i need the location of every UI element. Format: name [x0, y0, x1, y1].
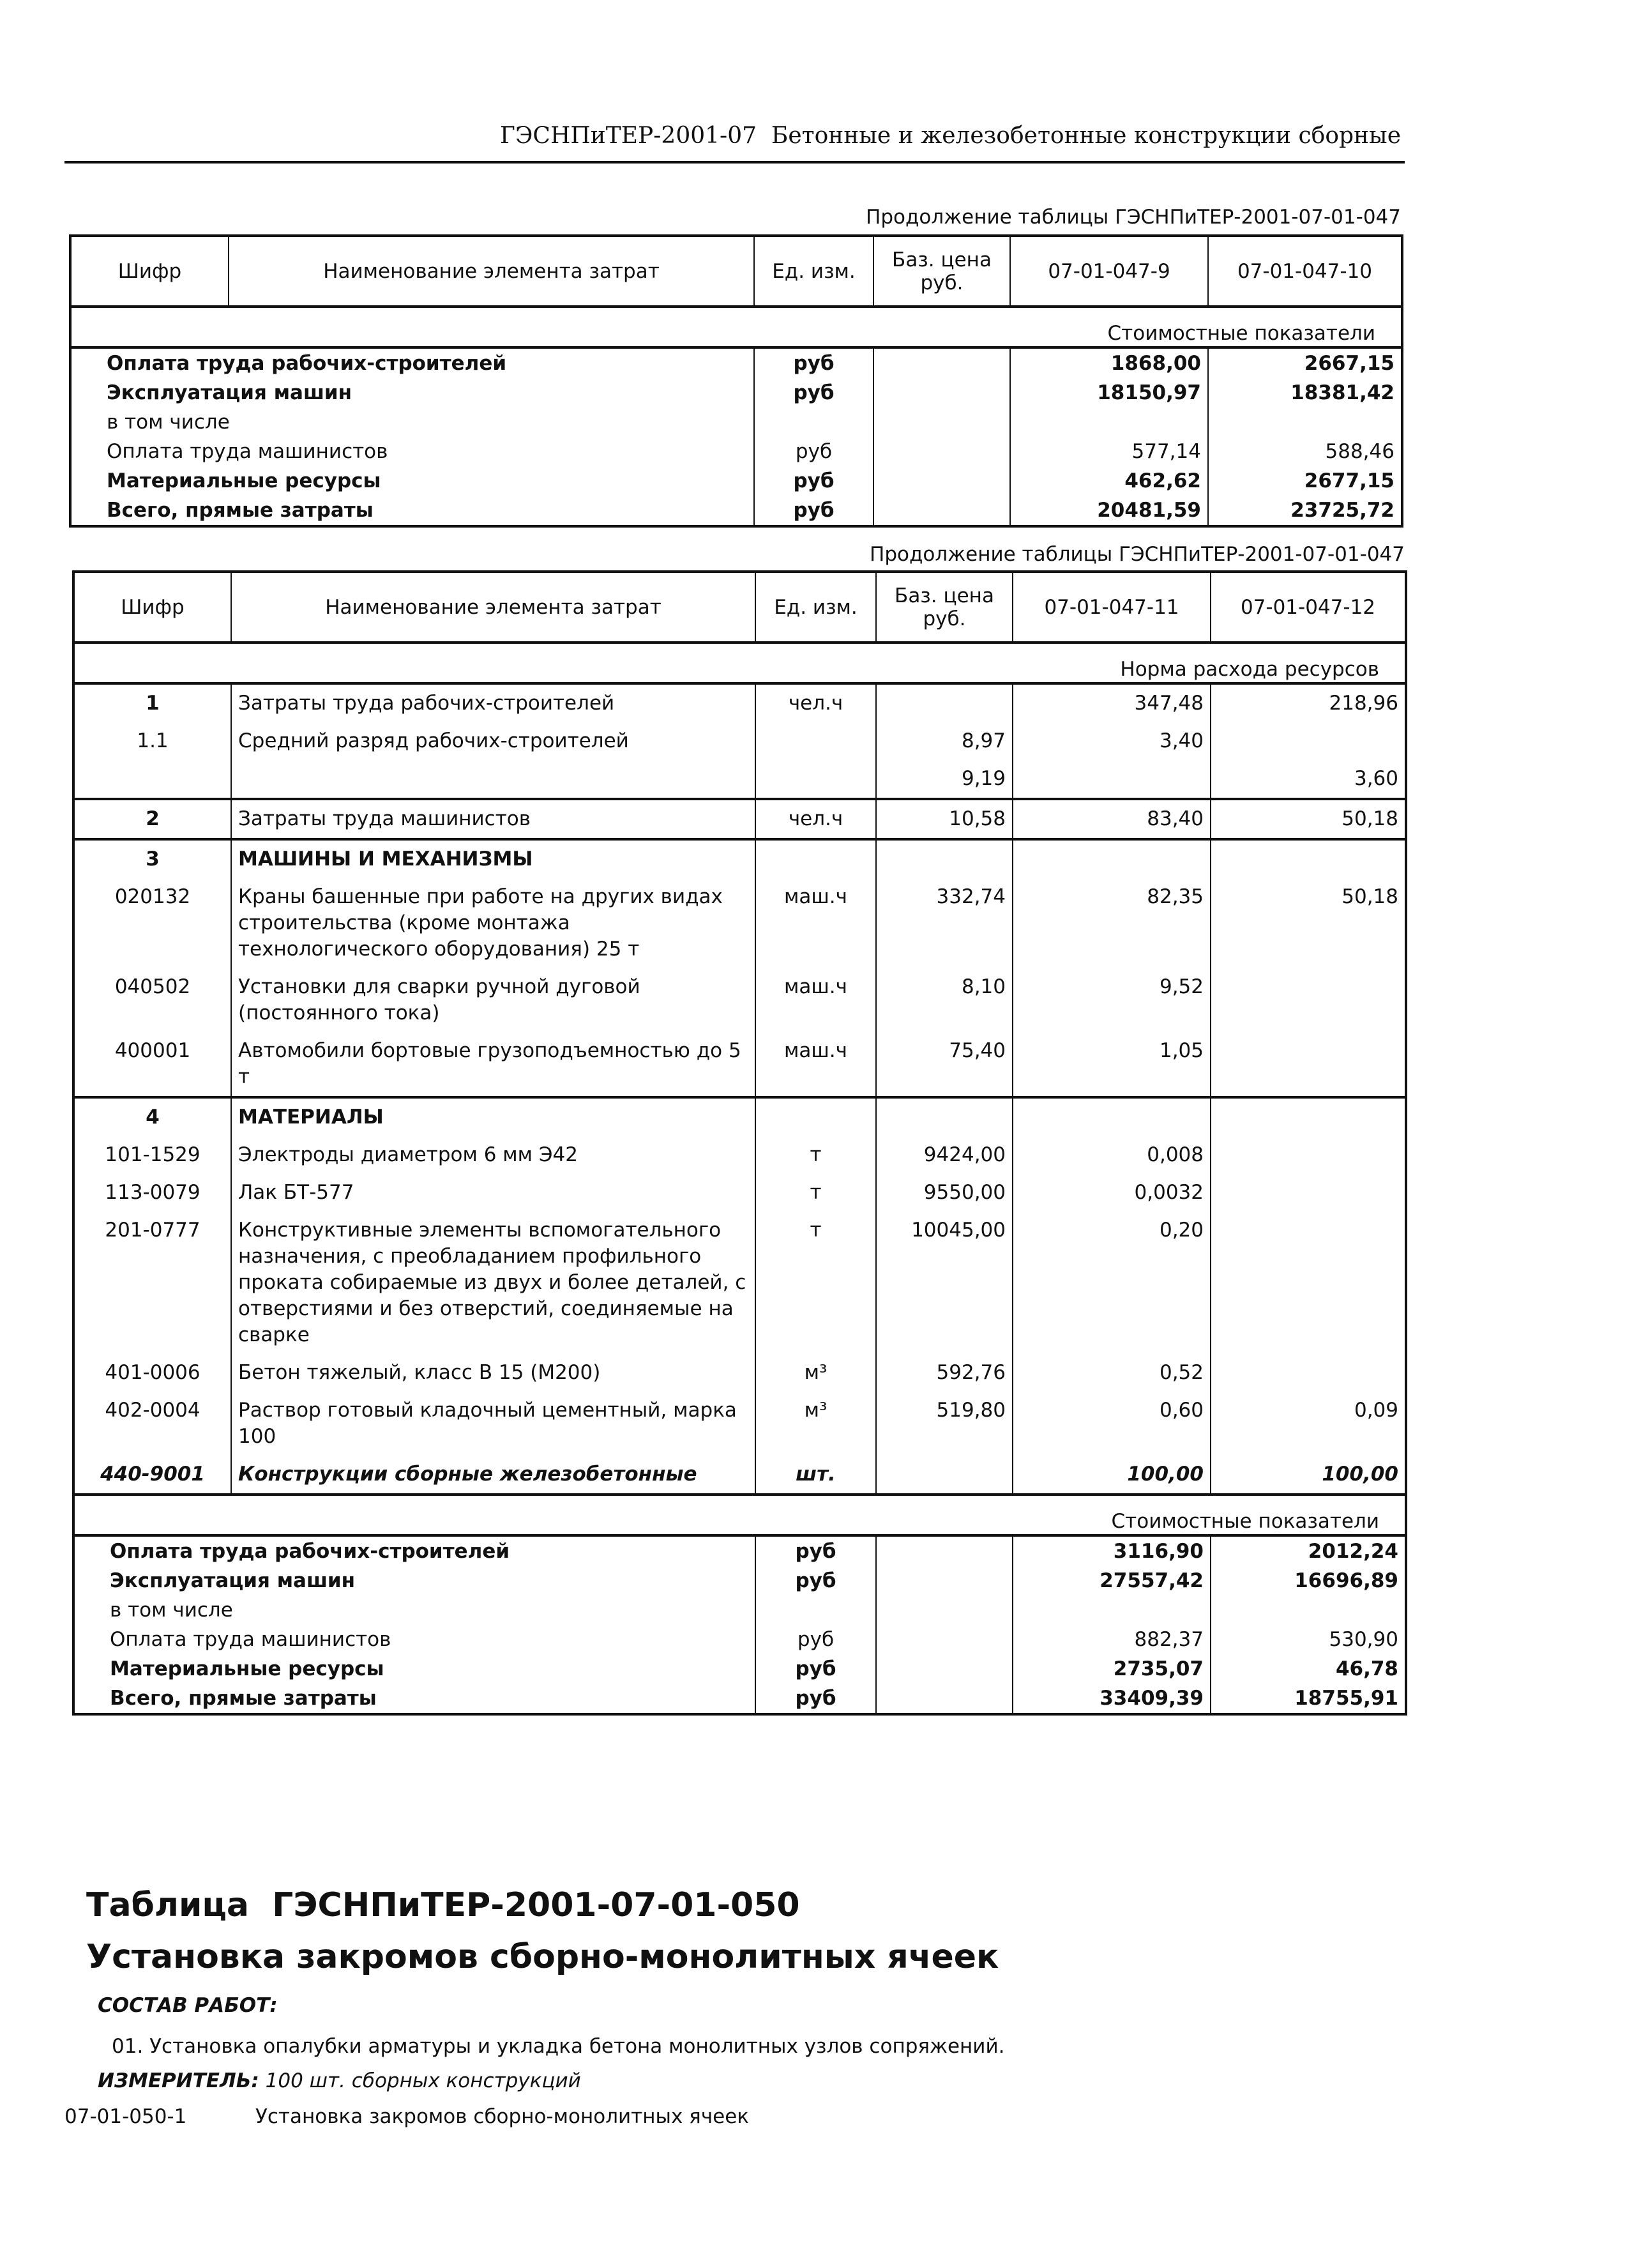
cost-value-1: 27557,42 — [1013, 1566, 1211, 1595]
meter-label: ИЗМЕРИТЕЛЬ: — [98, 2069, 259, 2092]
page-header: ГЭСНПиТЕР-2001-07 Бетонные и железобетонные конструкции сборные — [500, 123, 1401, 149]
work-composition-label: СОСТАВ РАБОТ: — [98, 1994, 278, 2017]
resource-name: Автомобили бортовые грузоподъемностью до 5 т — [231, 1032, 755, 1097]
cost-label: Оплата труда машинистов — [73, 1625, 755, 1654]
header-row — [73, 572, 1406, 643]
norm-value-1: 0,20 — [1013, 1212, 1211, 1354]
header-divider — [64, 161, 1405, 164]
cost-value-1: 2735,07 — [1013, 1654, 1211, 1684]
cost-value-2: 18755,91 — [1211, 1684, 1406, 1714]
norm-section-row — [73, 643, 1406, 683]
base-price: 9424,00 — [876, 1136, 1013, 1174]
cost-row — [73, 1566, 1406, 1595]
col-norm-1-header: 07-01-047-9 — [1010, 236, 1208, 307]
cost-unit: руб — [755, 1684, 876, 1714]
cost-row — [73, 1625, 1406, 1654]
norm-value-1: 83,40 — [1013, 799, 1211, 839]
resource-code: 2 — [73, 799, 231, 839]
cost-row — [70, 437, 1402, 466]
norm-value-2 — [1211, 1097, 1406, 1136]
base-price: 332,74 — [876, 878, 1013, 968]
col-unit-header: Ед. изм. — [755, 572, 876, 643]
resource-unit: м³ — [755, 1354, 876, 1392]
resource-unit: маш.ч — [755, 968, 876, 1032]
empty-price-cell — [876, 1566, 1013, 1595]
cost-unit: руб — [755, 1566, 876, 1595]
cost-row — [70, 347, 1402, 378]
work-item: 01. Установка опалубки арматуры и укладка бетона монолитных узлов сопряжений. — [112, 2035, 1005, 2058]
resource-name: Лак БТ-577 — [231, 1174, 755, 1212]
cost-table-1 — [69, 234, 1403, 528]
base-price — [876, 1097, 1013, 1136]
resource-name: Электроды диаметром 6 мм Э42 — [231, 1136, 755, 1174]
cost-value-2: 2667,15 — [1208, 347, 1402, 378]
base-price: 519,80 — [876, 1392, 1013, 1456]
resource-name: Раствор готовый кладочный цементный, марка 100 — [231, 1392, 755, 1456]
table-row — [73, 839, 1406, 878]
empty-price-cell — [873, 378, 1010, 407]
resource-code: 4 — [73, 1097, 231, 1136]
resource-name: Конструктивные элементы вспомогательного назначения, с преобладанием профильного проката собираемые из двух и более деталей, с отверстиями и без отверстий, соединяемые на сварке — [231, 1212, 755, 1354]
norm-value-2 — [1211, 1212, 1406, 1354]
table-row — [73, 1174, 1406, 1212]
norm-value-1: 0,52 — [1013, 1354, 1211, 1392]
table-row — [73, 1212, 1406, 1354]
col-norm-1-header: 07-01-047-11 — [1013, 572, 1211, 643]
empty-price-cell — [873, 496, 1010, 526]
empty-price-cell — [873, 347, 1010, 378]
resource-code: 040502 — [73, 968, 231, 1032]
base-price: 9550,00 — [876, 1174, 1013, 1212]
cost-value-1: 18150,97 — [1010, 378, 1208, 407]
resource-code: 3 — [73, 839, 231, 878]
cost-section-row — [73, 1495, 1406, 1535]
resource-code: 402-0004 — [73, 1392, 231, 1456]
cost-label: Эксплуатация машин — [73, 1566, 755, 1595]
table-row — [73, 1032, 1406, 1097]
cost-row — [70, 466, 1402, 496]
cost-value-2 — [1211, 1595, 1406, 1625]
norm-value-2: 218,96 — [1211, 683, 1406, 722]
cost-label: в том числе — [73, 1595, 755, 1625]
cost-row — [73, 1684, 1406, 1714]
cost-unit: руб — [754, 347, 873, 378]
base-price: 8,97 — [876, 722, 1013, 760]
table-row — [73, 1354, 1406, 1392]
resource-name: Конструкции сборные железобетонные — [231, 1456, 755, 1495]
cost-value-1: 3116,90 — [1013, 1535, 1211, 1566]
cost-value-1: 882,37 — [1013, 1625, 1211, 1654]
table-row — [73, 683, 1406, 722]
table-row — [73, 760, 1406, 799]
table-row — [73, 1392, 1406, 1456]
base-price — [876, 839, 1013, 878]
col-norm-2-header: 07-01-047-12 — [1211, 572, 1406, 643]
table-row — [73, 1097, 1406, 1136]
norm-value-1: 1,05 — [1013, 1032, 1211, 1097]
norm-value-1: 82,35 — [1013, 878, 1211, 968]
empty-price-cell — [873, 466, 1010, 496]
resource-unit: чел.ч — [755, 799, 876, 839]
norm-value-2: 50,18 — [1211, 878, 1406, 968]
header-row — [70, 236, 1402, 307]
resource-name: Затраты труда рабочих-строителей — [231, 683, 755, 722]
norm-value-2: 3,60 — [1211, 760, 1406, 799]
norm-value-1 — [1013, 760, 1211, 799]
resource-code: 1 — [73, 683, 231, 722]
col-base-price-header: Баз. цена руб. — [876, 572, 1013, 643]
base-price: 10045,00 — [876, 1212, 1013, 1354]
norm-value-2: 0,09 — [1211, 1392, 1406, 1456]
cost-value-2: 2677,15 — [1208, 466, 1402, 496]
norm-value-1 — [1013, 1097, 1211, 1136]
table-2-caption: Продолжение таблицы ГЭСНПиТЕР-2001-07-01-047 — [870, 543, 1405, 566]
base-price: 592,76 — [876, 1354, 1013, 1392]
resource-code: 440-9001 — [73, 1456, 231, 1495]
norm-value-2 — [1211, 1174, 1406, 1212]
resource-unit: шт. — [755, 1456, 876, 1495]
norm-value-2: 50,18 — [1211, 799, 1406, 839]
cost-section-row — [70, 307, 1402, 347]
cost-label: Эксплуатация машин — [70, 378, 754, 407]
cost-value-1: 577,14 — [1010, 437, 1208, 466]
table-row — [73, 722, 1406, 760]
empty-price-cell — [876, 1625, 1013, 1654]
cost-section-title: Стоимостные показатели — [70, 307, 1402, 347]
resource-unit: т — [755, 1212, 876, 1354]
resource-unit: чел.ч — [755, 683, 876, 722]
resource-unit: маш.ч — [755, 1032, 876, 1097]
base-price — [876, 1456, 1013, 1495]
empty-price-cell — [876, 1595, 1013, 1625]
resource-unit — [755, 839, 876, 878]
cost-label: Оплата труда машинистов — [70, 437, 754, 466]
norm-value-1: 100,00 — [1013, 1456, 1211, 1495]
cost-row — [70, 407, 1402, 437]
table-1-caption: Продолжение таблицы ГЭСНПиТЕР-2001-07-01-047 — [866, 206, 1401, 229]
norm-value-1: 0,60 — [1013, 1392, 1211, 1456]
norm-value-1: 9,52 — [1013, 968, 1211, 1032]
norm-value-2: 100,00 — [1211, 1456, 1406, 1495]
resource-unit: м³ — [755, 1392, 876, 1456]
cost-value-2: 530,90 — [1211, 1625, 1406, 1654]
cost-label: Оплата труда рабочих-строителей — [73, 1535, 755, 1566]
norm-value-2 — [1211, 839, 1406, 878]
cost-value-1 — [1010, 407, 1208, 437]
norm-code: 07-01-050-1 — [64, 2105, 187, 2128]
resource-name — [231, 760, 755, 799]
norm-name: Установка закромов сборно-монолитных ячеек — [255, 2105, 750, 2128]
col-code-header: Шифр — [73, 572, 231, 643]
table-row — [73, 968, 1406, 1032]
norm-value-2 — [1211, 722, 1406, 760]
cost-value-2: 588,46 — [1208, 437, 1402, 466]
cost-value-1: 33409,39 — [1013, 1684, 1211, 1714]
empty-price-cell — [873, 437, 1010, 466]
empty-price-cell — [876, 1535, 1013, 1566]
section-subtitle: Установка закромов сборно-монолитных ячеек — [86, 1938, 999, 1976]
col-code-header: Шифр — [70, 236, 229, 307]
col-name-header: Наименование элемента затрат — [231, 572, 755, 643]
resource-unit — [755, 1097, 876, 1136]
resource-code: 401-0006 — [73, 1354, 231, 1392]
table-row — [73, 799, 1406, 839]
cost-unit — [755, 1595, 876, 1625]
cost-label: Оплата труда рабочих-строителей — [70, 347, 754, 378]
col-unit-header: Ед. изм. — [754, 236, 873, 307]
resource-name: Установки для сварки ручной дуговой (постоянного тока) — [231, 968, 755, 1032]
resource-table-2 — [72, 570, 1407, 1716]
cost-label: Всего, прямые затраты — [70, 496, 754, 526]
norm-value-2 — [1211, 1354, 1406, 1392]
col-base-price-header: Баз. цена руб. — [873, 236, 1010, 307]
table-row — [73, 1456, 1406, 1495]
base-price — [876, 683, 1013, 722]
empty-price-cell — [876, 1654, 1013, 1684]
cost-row — [73, 1654, 1406, 1684]
empty-price-cell — [876, 1684, 1013, 1714]
cost-label: в том числе — [70, 407, 754, 437]
col-norm-2-header: 07-01-047-10 — [1208, 236, 1402, 307]
norm-value-1: 3,40 — [1013, 722, 1211, 760]
norm-value-1: 0,008 — [1013, 1136, 1211, 1174]
cost-value-2: 23725,72 — [1208, 496, 1402, 526]
resource-code: 400001 — [73, 1032, 231, 1097]
cost-unit: руб — [755, 1535, 876, 1566]
resource-name: Бетон тяжелый, класс В 15 (М200) — [231, 1354, 755, 1392]
base-price: 10,58 — [876, 799, 1013, 839]
resource-unit: т — [755, 1136, 876, 1174]
cost-row — [70, 378, 1402, 407]
cost-row — [73, 1595, 1406, 1625]
resource-unit — [755, 760, 876, 799]
cost-value-2: 2012,24 — [1211, 1535, 1406, 1566]
resource-unit: маш.ч — [755, 878, 876, 968]
table-row — [73, 878, 1406, 968]
resource-code: 113-0079 — [73, 1174, 231, 1212]
resource-code: 101-1529 — [73, 1136, 231, 1174]
cost-unit: руб — [755, 1625, 876, 1654]
resource-code: 1.1 — [73, 722, 231, 760]
resource-code — [73, 760, 231, 799]
norm-value-2 — [1211, 1136, 1406, 1174]
resource-name: Средний разряд рабочих-строителей — [231, 722, 755, 760]
cost-unit: руб — [754, 466, 873, 496]
cost-unit: руб — [754, 496, 873, 526]
cost-label: Материальные ресурсы — [70, 466, 754, 496]
cost-unit: руб — [754, 378, 873, 407]
resource-name: Краны башенные при работе на других видах строительства (кроме монтажа технологического оборудования) 25 т — [231, 878, 755, 968]
resource-code: 201-0777 — [73, 1212, 231, 1354]
cost-value-1 — [1013, 1595, 1211, 1625]
cost-value-1: 20481,59 — [1010, 496, 1208, 526]
norm-value-1: 347,48 — [1013, 683, 1211, 722]
cost-unit: руб — [754, 437, 873, 466]
cost-unit — [754, 407, 873, 437]
cost-row — [70, 496, 1402, 526]
meter-line — [98, 2069, 581, 2092]
resource-name: МАТЕРИАЛЫ — [231, 1097, 755, 1136]
resource-name: Затраты труда машинистов — [231, 799, 755, 839]
cost-value-2: 18381,42 — [1208, 378, 1402, 407]
meter-value: 100 шт. сборных конструкций — [265, 2069, 581, 2092]
norm-section-title: Норма расхода ресурсов — [73, 643, 1406, 683]
base-price: 75,40 — [876, 1032, 1013, 1097]
cost-label: Материальные ресурсы — [73, 1654, 755, 1684]
cost-row — [73, 1535, 1406, 1566]
base-price: 8,10 — [876, 968, 1013, 1032]
cost-value-2: 16696,89 — [1211, 1566, 1406, 1595]
base-price: 9,19 — [876, 760, 1013, 799]
norm-value-1 — [1013, 839, 1211, 878]
table-row — [73, 1136, 1406, 1174]
resource-unit — [755, 722, 876, 760]
cost-value-1: 462,62 — [1010, 466, 1208, 496]
cost-label: Всего, прямые затраты — [73, 1684, 755, 1714]
resource-unit: т — [755, 1174, 876, 1212]
cost-section-title: Стоимостные показатели — [73, 1495, 1406, 1535]
section-table-title: Таблица ГЭСНПиТЕР-2001-07-01-050 — [86, 1886, 800, 1924]
resource-name: МАШИНЫ И МЕХАНИЗМЫ — [231, 839, 755, 878]
col-name-header: Наименование элемента затрат — [229, 236, 754, 307]
cost-value-2 — [1208, 407, 1402, 437]
norm-value-2 — [1211, 1032, 1406, 1097]
cost-value-1: 1868,00 — [1010, 347, 1208, 378]
cost-unit: руб — [755, 1654, 876, 1684]
norm-value-1: 0,0032 — [1013, 1174, 1211, 1212]
norm-value-2 — [1211, 968, 1406, 1032]
cost-value-2: 46,78 — [1211, 1654, 1406, 1684]
empty-price-cell — [873, 407, 1010, 437]
resource-code: 020132 — [73, 878, 231, 968]
